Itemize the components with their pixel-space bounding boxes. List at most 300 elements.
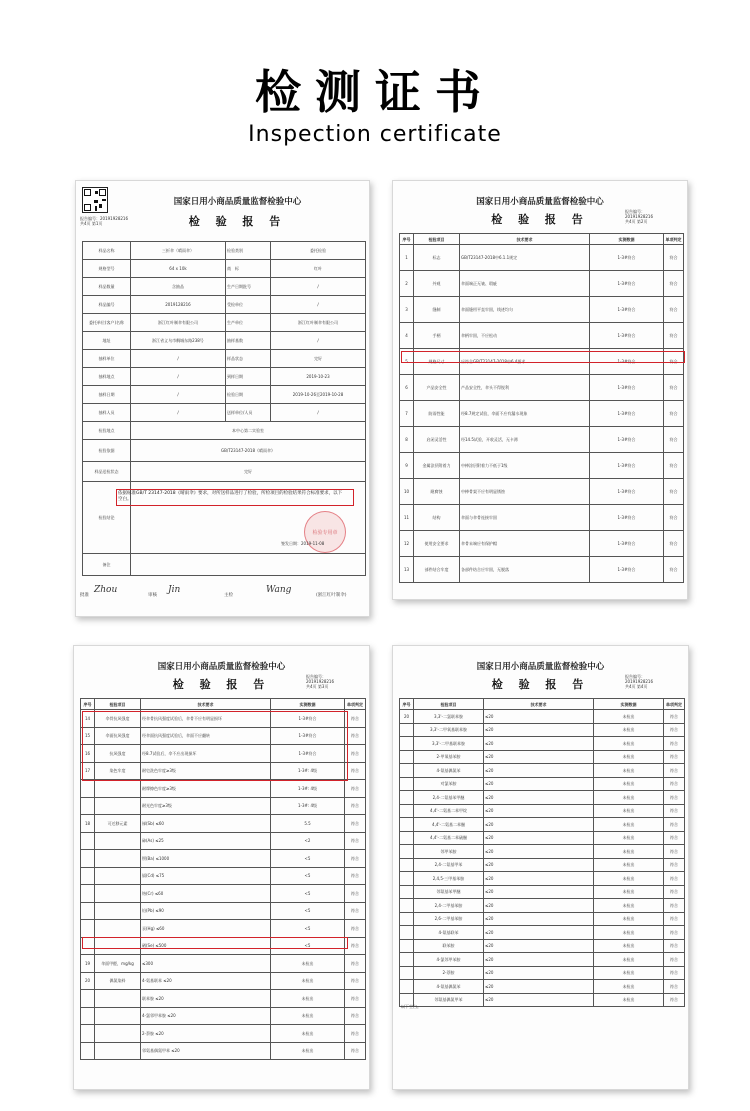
table-cell: ≤20 — [484, 993, 594, 1007]
table-cell: 邻氨基偶氮甲苯 — [414, 993, 484, 1007]
column-header: 序号 — [81, 699, 95, 710]
table-cell: 2019128216 — [131, 296, 226, 314]
table-cell: 1-3#符合 — [590, 245, 664, 271]
table-cell: 4,4'-二氨基二苯硫醚 — [414, 831, 484, 845]
table-cell: 受检单位 — [226, 296, 271, 314]
table-cell: 4-氨基联苯 — [414, 926, 484, 940]
table-cell — [81, 937, 95, 955]
table-cell — [81, 990, 95, 1008]
table-row — [83, 332, 366, 350]
table-cell: 规格尺寸 — [414, 349, 460, 375]
column-header: 技术要求 — [460, 234, 590, 245]
meta-line: 报告编号： — [625, 209, 645, 214]
table-cell — [400, 872, 414, 886]
table-cell: / — [131, 404, 226, 422]
table-cell: 符合 — [345, 1042, 366, 1060]
table-cell: 到样日期 — [226, 368, 271, 386]
table-cell: ≤20 — [484, 818, 594, 832]
table-row — [83, 368, 366, 386]
meta-line: 报告编号： — [625, 674, 645, 679]
table-cell: / — [271, 332, 366, 350]
table-cell: 18 — [81, 815, 95, 833]
table-cell: 未检出 — [594, 926, 664, 940]
table-cell: 符合 — [664, 912, 685, 926]
table-cell — [95, 797, 141, 815]
table-cell: <5 — [271, 937, 345, 955]
table-cell: 邻氨基苯甲醚 — [414, 885, 484, 899]
table-cell: ≤20 — [484, 710, 594, 724]
table-cell — [400, 750, 414, 764]
table-cell: 未检出 — [594, 953, 664, 967]
table-cell: 符合 — [664, 804, 685, 818]
table-cell: 未检出 — [594, 939, 664, 953]
table-cell: 符合 — [664, 271, 684, 297]
table-row — [400, 737, 685, 751]
table-cell: 可迁移元素 — [95, 815, 141, 833]
column-header: 序号 — [400, 699, 414, 710]
report-title: 检 验 报 告 — [491, 678, 590, 691]
table-cell: 1-3#符合 — [590, 557, 664, 583]
table-cell: ≤20 — [484, 831, 594, 845]
end-note: 以下空白。 — [401, 1004, 421, 1009]
table-cell: 1-3#: 4级 — [271, 762, 345, 780]
table-cell: 2019-10-23 — [271, 368, 366, 386]
table-row — [81, 902, 366, 920]
table-cell: 符合 — [345, 920, 366, 938]
table-cell: 红叶 — [271, 260, 366, 278]
table-cell: 16 — [81, 745, 95, 763]
table-row — [400, 980, 685, 994]
table-cell: 符合 — [664, 323, 684, 349]
table-cell: 6 — [400, 375, 414, 401]
table-cell: 符合 — [664, 375, 684, 401]
table-row — [400, 427, 684, 453]
table-cell: 8 — [400, 427, 414, 453]
table-cell: 抽样日期 — [83, 386, 131, 404]
table-cell: 符合 — [345, 797, 366, 815]
table-cell: 符合 — [664, 505, 684, 531]
table-cell: 经伞面抗风强度试验后，伞面不应翻转 — [141, 727, 271, 745]
table-cell: 未检出 — [271, 1007, 345, 1025]
table-cell: 未检出 — [594, 845, 664, 859]
table-cell: 符合 — [664, 349, 684, 375]
table-cell: / — [131, 368, 226, 386]
table-cell: 15 — [81, 727, 95, 745]
meta-line: 共4页 第4页 — [625, 684, 648, 689]
table-cell: 部件结合牢度 — [414, 557, 460, 583]
table-cell — [95, 832, 141, 850]
table-cell: ≤20 — [484, 885, 594, 899]
table-cell — [95, 885, 141, 903]
handwritten-signature: Jin — [168, 585, 181, 595]
table-cell: 未检出 — [594, 899, 664, 913]
table-cell — [81, 1007, 95, 1025]
table-cell: 3,3'-二甲基联苯胺 — [414, 737, 484, 751]
table-cell: 中棒涂层附着力不低于1级 — [460, 453, 590, 479]
table-cell: 符合 — [345, 815, 366, 833]
table-row — [400, 831, 685, 845]
table-cell: 符合 — [345, 727, 366, 745]
table-cell: 商 标 — [226, 260, 271, 278]
table-cell: ≤20 — [484, 912, 594, 926]
table-cell: ≤300 — [141, 955, 271, 973]
table-cell: 镉(Cd) ≤75 — [141, 867, 271, 885]
table-row — [400, 885, 685, 899]
table-cell: 备注 — [83, 554, 131, 576]
table-cell: 经14.5试验，开收灵活，无卡滞 — [460, 427, 590, 453]
table-cell: 结构 — [414, 505, 460, 531]
table-cell: 符合 — [664, 993, 685, 1007]
table-cell: 符合 — [664, 427, 684, 453]
table-cell: 符合 — [664, 764, 685, 778]
table-cell — [81, 780, 95, 798]
table-cell: 伞柄牢固，不应松动 — [460, 323, 590, 349]
table-cell: 未检出 — [594, 804, 664, 818]
table-cell — [95, 1025, 141, 1043]
table-cell — [400, 818, 414, 832]
table-cell: 符合 — [664, 777, 685, 791]
table-row — [400, 531, 684, 557]
table-cell: 符合 — [345, 1007, 366, 1025]
table-cell: 委托单位(客户)名称 — [83, 314, 131, 332]
table-cell — [95, 850, 141, 868]
table-cell — [95, 990, 141, 1008]
table-cell: 符合 — [345, 885, 366, 903]
table-cell: / — [271, 296, 366, 314]
column-header: 单项判定 — [664, 234, 684, 245]
table-cell: 未检出 — [271, 1025, 345, 1043]
table-cell: 符合 — [345, 832, 366, 850]
table-cell — [81, 867, 95, 885]
table-cell: 1-3#符合 — [590, 427, 664, 453]
table-cell: 未检出 — [271, 972, 345, 990]
table-row — [83, 242, 366, 260]
table-cell — [81, 850, 95, 868]
table-cell: 抗风强度 — [95, 745, 141, 763]
table-row — [400, 872, 685, 886]
table-cell: 未检出 — [594, 872, 664, 886]
table-row — [81, 745, 366, 763]
table-cell — [81, 832, 95, 850]
table-cell — [400, 723, 414, 737]
table-cell: 抽样单位 — [83, 350, 131, 368]
table-cell: 伞骨抗风强度 — [95, 710, 141, 728]
table-cell: ≤20 — [484, 804, 594, 818]
table-cell: 符合 — [664, 926, 685, 940]
table-cell: 生产日期批号 — [226, 278, 271, 296]
table-cell — [95, 867, 141, 885]
column-header: 单项判定 — [664, 699, 685, 710]
table-cell: 耐摩擦色牢度≥3级 — [141, 780, 271, 798]
table-row — [81, 955, 366, 973]
table-cell: 符合 — [345, 745, 366, 763]
table-cell — [400, 777, 414, 791]
meta-line: 20191928216 — [306, 679, 334, 684]
table-cell — [400, 831, 414, 845]
table-cell: ≤20 — [484, 791, 594, 805]
table-cell — [81, 1025, 95, 1043]
table-cell: 1-3#符合 — [590, 453, 664, 479]
table-cell: 2,6-二甲基苯胺 — [414, 912, 484, 926]
table-cell — [400, 980, 414, 994]
table-cell — [400, 764, 414, 778]
table-row — [81, 780, 366, 798]
table-cell: 4-氯邻甲苯胺 ≤20 — [141, 1007, 271, 1025]
table-cell: 伞面与伞骨连接牢固 — [460, 505, 590, 531]
column-header: 单项判定 — [345, 699, 366, 710]
table-cell: 3,3'-二氯联苯胺 — [414, 710, 484, 724]
table-row — [83, 278, 366, 296]
table-cell: 5.5 — [271, 815, 345, 833]
table-row — [400, 557, 684, 583]
table-cell: 1-3#: 4级 — [271, 780, 345, 798]
table-cell: 符合 — [345, 867, 366, 885]
table-cell: 9 — [400, 453, 414, 479]
table-cell — [400, 804, 414, 818]
table-cell: 符合 — [664, 479, 684, 505]
table-cell: 4-氨基偶氮苯 — [414, 980, 484, 994]
test-results-table-page-3 — [80, 698, 366, 1060]
table-cell: ≤20 — [484, 777, 594, 791]
table-row — [400, 297, 684, 323]
table-cell: 符合 — [345, 710, 366, 728]
table-cell: 外观 — [414, 271, 460, 297]
table-cell: 符合 — [345, 902, 366, 920]
table-cell: <5 — [271, 902, 345, 920]
column-header: 序号 — [400, 234, 414, 245]
table-cell: 未检出 — [594, 885, 664, 899]
table-cell: 未检出 — [594, 980, 664, 994]
column-header: 检验项目 — [414, 699, 484, 710]
table-cell: 符合 — [345, 780, 366, 798]
table-cell: 2-甲氧基苯胺 — [414, 750, 484, 764]
table-cell: 符合 — [345, 955, 366, 973]
table-cell: <5 — [271, 920, 345, 938]
table-cell: 完好 — [271, 350, 366, 368]
table-row — [81, 1007, 366, 1025]
table-cell — [81, 797, 95, 815]
table-cell: ≤20 — [484, 939, 594, 953]
table-row — [400, 966, 685, 980]
table-cell — [95, 780, 141, 798]
table-cell — [400, 791, 414, 805]
table-row — [81, 937, 366, 955]
table-cell: 2019-10-26至2019-10-28 — [271, 386, 366, 404]
table-row — [400, 939, 685, 953]
table-cell: 未检出 — [594, 750, 664, 764]
table-row — [81, 885, 366, 903]
report-title: 检 验 报 告 — [188, 215, 287, 228]
column-header: 实测数据 — [594, 699, 664, 710]
column-header: 技术要求 — [141, 699, 271, 710]
table-cell: 1-3#符合 — [271, 745, 345, 763]
page-header — [0, 0, 750, 160]
table-cell: 伞面抗风强度 — [95, 727, 141, 745]
table-cell: 标志 — [414, 245, 460, 271]
table-cell: ≤20 — [484, 899, 594, 913]
signature-label: 批准 — [80, 593, 89, 598]
table-cell — [400, 912, 414, 926]
table-row — [400, 245, 684, 271]
table-row — [81, 990, 366, 1008]
table-cell: 样品名称 — [83, 242, 131, 260]
table-cell: 3 — [400, 297, 414, 323]
table-cell: 邻甲苯胺 — [414, 845, 484, 859]
table-cell: 符合 — [345, 762, 366, 780]
table-cell: 符合 — [345, 972, 366, 990]
table-cell — [400, 899, 414, 913]
table-cell: <5 — [271, 885, 345, 903]
table-cell: 未检出 — [594, 993, 664, 1007]
table-cell — [81, 902, 95, 920]
table-cell: 抽样地点 — [83, 368, 131, 386]
column-header: 实测数据 — [590, 234, 664, 245]
table-cell: 样品编号 — [83, 296, 131, 314]
column-header: 检验项目 — [414, 234, 460, 245]
org-name: 国家日用小商品质量监督检验中心 — [173, 197, 302, 207]
table-row — [400, 505, 684, 531]
report-title: 检 验 报 告 — [491, 213, 589, 226]
table-cell: 未检出 — [594, 710, 664, 724]
table-cell: 硒(Se) ≤500 — [141, 937, 271, 955]
table-cell: 1-3#符合 — [271, 727, 345, 745]
table-row — [400, 453, 684, 479]
table-cell: 使用安全要求 — [414, 531, 460, 557]
table-cell: 4-氨基联苯 ≤20 — [141, 972, 271, 990]
table-cell: 防雨性能 — [414, 401, 460, 427]
table-cell: ≤20 — [484, 966, 594, 980]
table-cell: 2-萘胺 — [414, 966, 484, 980]
table-cell: 20 — [81, 972, 95, 990]
table-row — [400, 479, 684, 505]
report-title: 检 验 报 告 — [172, 678, 271, 691]
table-cell: 伞面缝纫平直牢固，线迹均匀 — [460, 297, 590, 323]
table-cell: 符合 — [345, 850, 366, 868]
table-cell: 符合 — [664, 939, 685, 953]
table-cell: ≤20 — [484, 750, 594, 764]
table-cell: 产品安全性 — [414, 375, 460, 401]
table-cell: 未检出 — [594, 966, 664, 980]
table-cell: 未检出 — [594, 777, 664, 791]
table-row — [83, 386, 366, 404]
table-cell: 2,4-二甲基苯胺 — [414, 899, 484, 913]
table-cell: 1-3#: 4级 — [271, 797, 345, 815]
table-cell: 1-3#符合 — [590, 401, 664, 427]
table-cell — [400, 845, 414, 859]
table-cell: 委托检验 — [271, 242, 366, 260]
table-cell: GB/T23147-2018中6.1.1规定 — [460, 245, 590, 271]
report-page-1 — [75, 180, 370, 617]
table-cell: 抽样基数 — [226, 332, 271, 350]
table-cell — [81, 920, 95, 938]
table-cell — [400, 953, 414, 967]
table-row — [81, 850, 366, 868]
table-cell: GB/T23147-2018《晴雨伞》 — [131, 440, 366, 462]
table-cell: 产品安全性，伞头不得锐利 — [460, 375, 590, 401]
table-cell: 4 — [400, 323, 414, 349]
meta-line: 共4页 第3页 — [306, 684, 329, 689]
conclusion-text: 依据标准GB/T 23147-2018《晴雨伞》要求，对所送样品进行了检验，所检项目的检验结果符合标准要求，以下空白。 — [118, 491, 343, 502]
signature-label: 审核 — [148, 593, 157, 598]
table-cell: 符合 — [664, 980, 685, 994]
table-cell: 符合 — [664, 818, 685, 832]
test-results-table-page-4 — [399, 698, 685, 1007]
table-cell — [95, 1042, 141, 1060]
table-cell: 偶氮染料 — [95, 972, 141, 990]
table-cell: 经8.7试验后，伞不应出现损坏 — [141, 745, 271, 763]
table-cell: 符合 — [664, 791, 685, 805]
table-cell: 染色牢度 — [95, 762, 141, 780]
table-cell: / — [271, 278, 366, 296]
table-row — [400, 899, 685, 913]
table-cell: 4-氨基偶氮苯 — [414, 764, 484, 778]
table-cell: <5 — [271, 867, 345, 885]
table-cell: 1-3#符合 — [590, 479, 664, 505]
table-row — [400, 271, 684, 297]
table-cell: ≤20 — [484, 858, 594, 872]
table-cell: 符合 — [664, 557, 684, 583]
table-cell: 7 — [400, 401, 414, 427]
table-cell: 符合 — [664, 245, 684, 271]
table-row — [83, 296, 366, 314]
table-cell: 5 — [400, 349, 414, 375]
table-cell: 未检出 — [594, 737, 664, 751]
table-cell: 伞面甲醛，mg/kg — [95, 955, 141, 973]
table-cell: 2,4,5-三甲基苯胺 — [414, 872, 484, 886]
table-cell: 未检出 — [594, 818, 664, 832]
table-cell: 符合 — [664, 831, 685, 845]
table-row — [400, 723, 685, 737]
table-row — [400, 993, 685, 1007]
table-cell: 14 — [81, 710, 95, 728]
table-row — [81, 832, 366, 850]
table-cell: ≤20 — [484, 872, 594, 886]
table-cell: 4-氯邻甲苯胺 — [414, 953, 484, 967]
table-cell: 1-3#符合 — [590, 531, 664, 557]
table-cell: ≤20 — [484, 980, 594, 994]
table-cell: 铅(Pb) ≤90 — [141, 902, 271, 920]
handwritten-signature: Wang — [266, 585, 292, 595]
table-cell: 12 — [400, 531, 414, 557]
table-cell: 10 — [400, 479, 414, 505]
table-cell: 2,4-二氨基苯甲醚 — [414, 791, 484, 805]
table-cell — [400, 939, 414, 953]
table-cell — [81, 885, 95, 903]
table-cell: 2-萘胺 ≤20 — [141, 1025, 271, 1043]
table-cell: 联苯胺 — [414, 939, 484, 953]
table-cell: 符合 — [664, 453, 684, 479]
table-cell: 1-3#符合 — [590, 271, 664, 297]
table-row — [400, 858, 685, 872]
table-cell: ≤20 — [484, 845, 594, 859]
table-cell: 砷(As) ≤25 — [141, 832, 271, 850]
table-cell: 4,4'-二氨基二苯醚 — [414, 818, 484, 832]
table-cell: 手柄 — [414, 323, 460, 349]
table-row — [83, 260, 366, 278]
table-cell: 汞(Hg) ≤60 — [141, 920, 271, 938]
table-cell: 13 — [400, 557, 414, 583]
test-results-table-page-2 — [399, 233, 684, 583]
table-row — [81, 797, 366, 815]
table-cell: 钡(Ba) ≤1000 — [141, 850, 271, 868]
table-cell — [81, 1042, 95, 1060]
table-cell: 铬(Cr) ≤60 — [141, 885, 271, 903]
table-cell: 样品数量 — [83, 278, 131, 296]
table-cell: 符合 — [664, 723, 685, 737]
signature-label: 主检 — [224, 593, 233, 598]
table-cell: 应符合GB/T23147-2018中6.4要求 — [460, 349, 590, 375]
table-cell: 1 — [400, 245, 414, 271]
